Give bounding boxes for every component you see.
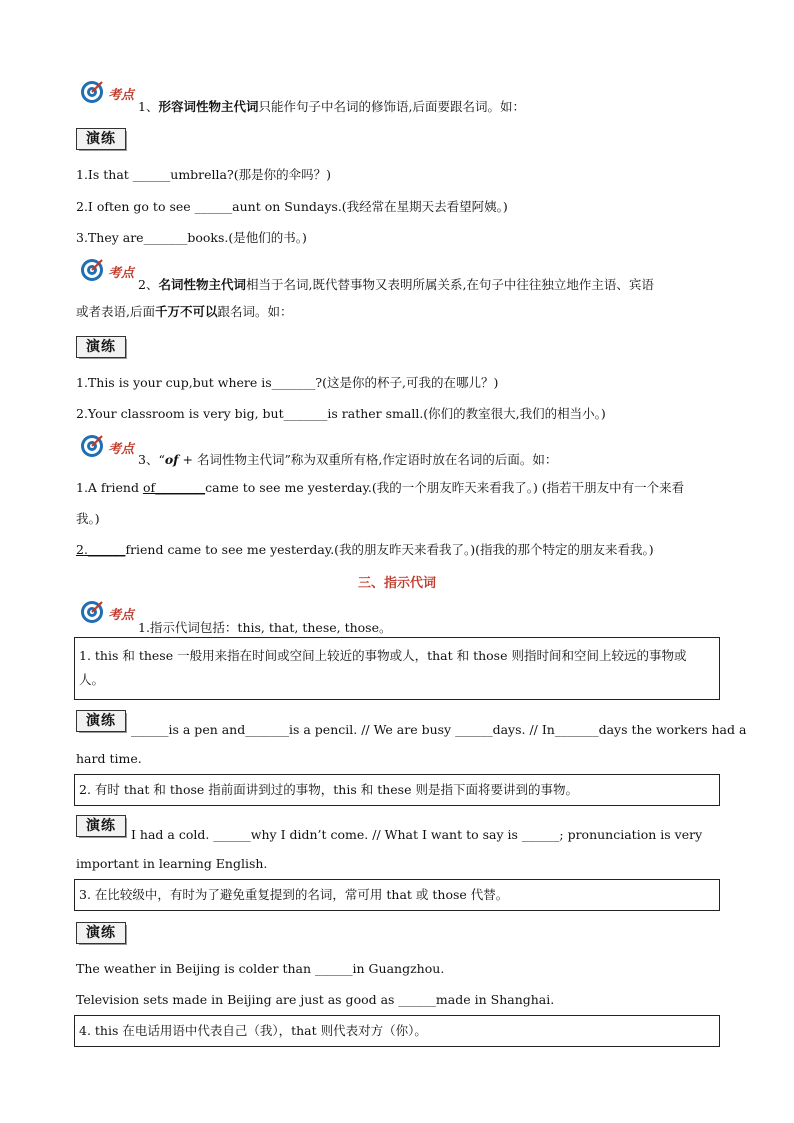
kaodian-badge bbox=[80, 78, 142, 106]
point-3-title: 3、“of + 名词性物主代词”称为双重所有格,作定语时放在名词的后面。如： bbox=[138, 452, 558, 467]
drill-badge: 演练 bbox=[76, 128, 128, 150]
exercise-line-wrap: hard time. bbox=[76, 751, 142, 766]
point-1-title: 1、形容词性物主代词只能作句子中名词的修饰语,后面要跟名词。如： bbox=[138, 99, 525, 114]
kaodian-label: 考点 bbox=[108, 442, 135, 457]
target-icon bbox=[80, 80, 104, 104]
rule-box-2: 2. 有时 that 和 those 指前面讲到过的事物，this 和 these 则是指下面将要讲到的事物。 bbox=[74, 774, 720, 806]
kaodian-label: 考点 bbox=[108, 266, 135, 281]
point-2-title: 2、名词性物主代词相当于名词,既代替事物又表明所属关系,在句子中往往独立地作主语、宾语 bbox=[138, 277, 654, 292]
exercise-line: 2.I often go to see ______aunt on Sundays.(我经常在星期天去看望阿姨。) bbox=[76, 199, 508, 214]
exercise-line-wrap: important in learning English. bbox=[76, 856, 268, 871]
exercise-line: The weather in Beijing is colder than ______in Guangzhou. bbox=[76, 961, 445, 976]
kaodian-badge bbox=[80, 598, 142, 626]
rule-box-1: 1. this 和 these 一般用来指在时间或空间上较近的事物或人，that 和 those 则指时间和空间上较远的事物或 人。 bbox=[74, 637, 720, 700]
point-4-title: 1.指示代词包括：this, that, these, those。 bbox=[138, 620, 392, 635]
exercise-line: I had a cold. ______why I didn’t come. // What I want to say is ______; pronunciation is very bbox=[131, 827, 703, 842]
exercise-line: Television sets made in Beijing are just as good as ______made in Shanghai. bbox=[76, 992, 555, 1007]
rule-box-3: 3. 在比较级中，有时为了避免重复提到的名词，常可用 that 或 those 代替。 bbox=[74, 879, 720, 911]
exercise-line: 1.A friend of________came to see me yesterday.(我的一个朋友昨天来看我了。) (指若干朋友中有一个来看 bbox=[76, 480, 685, 495]
rule-box-4: 4. this 在电话用语中代表自己（我），that 则代表对方（你）。 bbox=[74, 1015, 720, 1047]
drill-badge: 演练 bbox=[76, 922, 128, 944]
exercise-line: ______is a pen and_______is a pencil. // We are busy ______days. // In_______days the workers had a bbox=[131, 722, 747, 737]
kaodian-label: 考点 bbox=[108, 88, 135, 103]
drill-badge: 演练 bbox=[76, 710, 128, 732]
exercise-line: 2.______friend came to see me yesterday.(我的朋友昨天来看我了。)(指我的那个特定的朋友来看我。) bbox=[76, 542, 654, 557]
drill-badge: 演练 bbox=[76, 336, 128, 358]
section-heading: 三、指示代词 bbox=[357, 576, 436, 591]
exercise-line: 3.They are_______books.(是他们的书。) bbox=[76, 230, 307, 245]
exercise-line-wrap: 我。) bbox=[76, 511, 100, 526]
target-icon bbox=[80, 434, 104, 458]
drill-badge: 演练 bbox=[76, 815, 128, 837]
exercise-line: 1.Is that ______umbrella?(那是你的伞吗？) bbox=[76, 167, 331, 182]
kaodian-badge bbox=[80, 256, 142, 284]
kaodian-label: 考点 bbox=[108, 608, 135, 623]
exercise-line: 1.This is your cup,but where is_______?(这是你的杯子,可我的在哪儿？) bbox=[76, 375, 499, 390]
point-2-title-wrap: 或者表语,后面千万不可以跟名词。如： bbox=[76, 304, 293, 319]
target-icon bbox=[80, 600, 104, 624]
target-icon bbox=[80, 258, 104, 282]
exercise-line: 2.Your classroom is very big, but_______is rather small.(你们的教室很大,我们的相当小。) bbox=[76, 406, 606, 421]
kaodian-badge bbox=[80, 432, 142, 460]
